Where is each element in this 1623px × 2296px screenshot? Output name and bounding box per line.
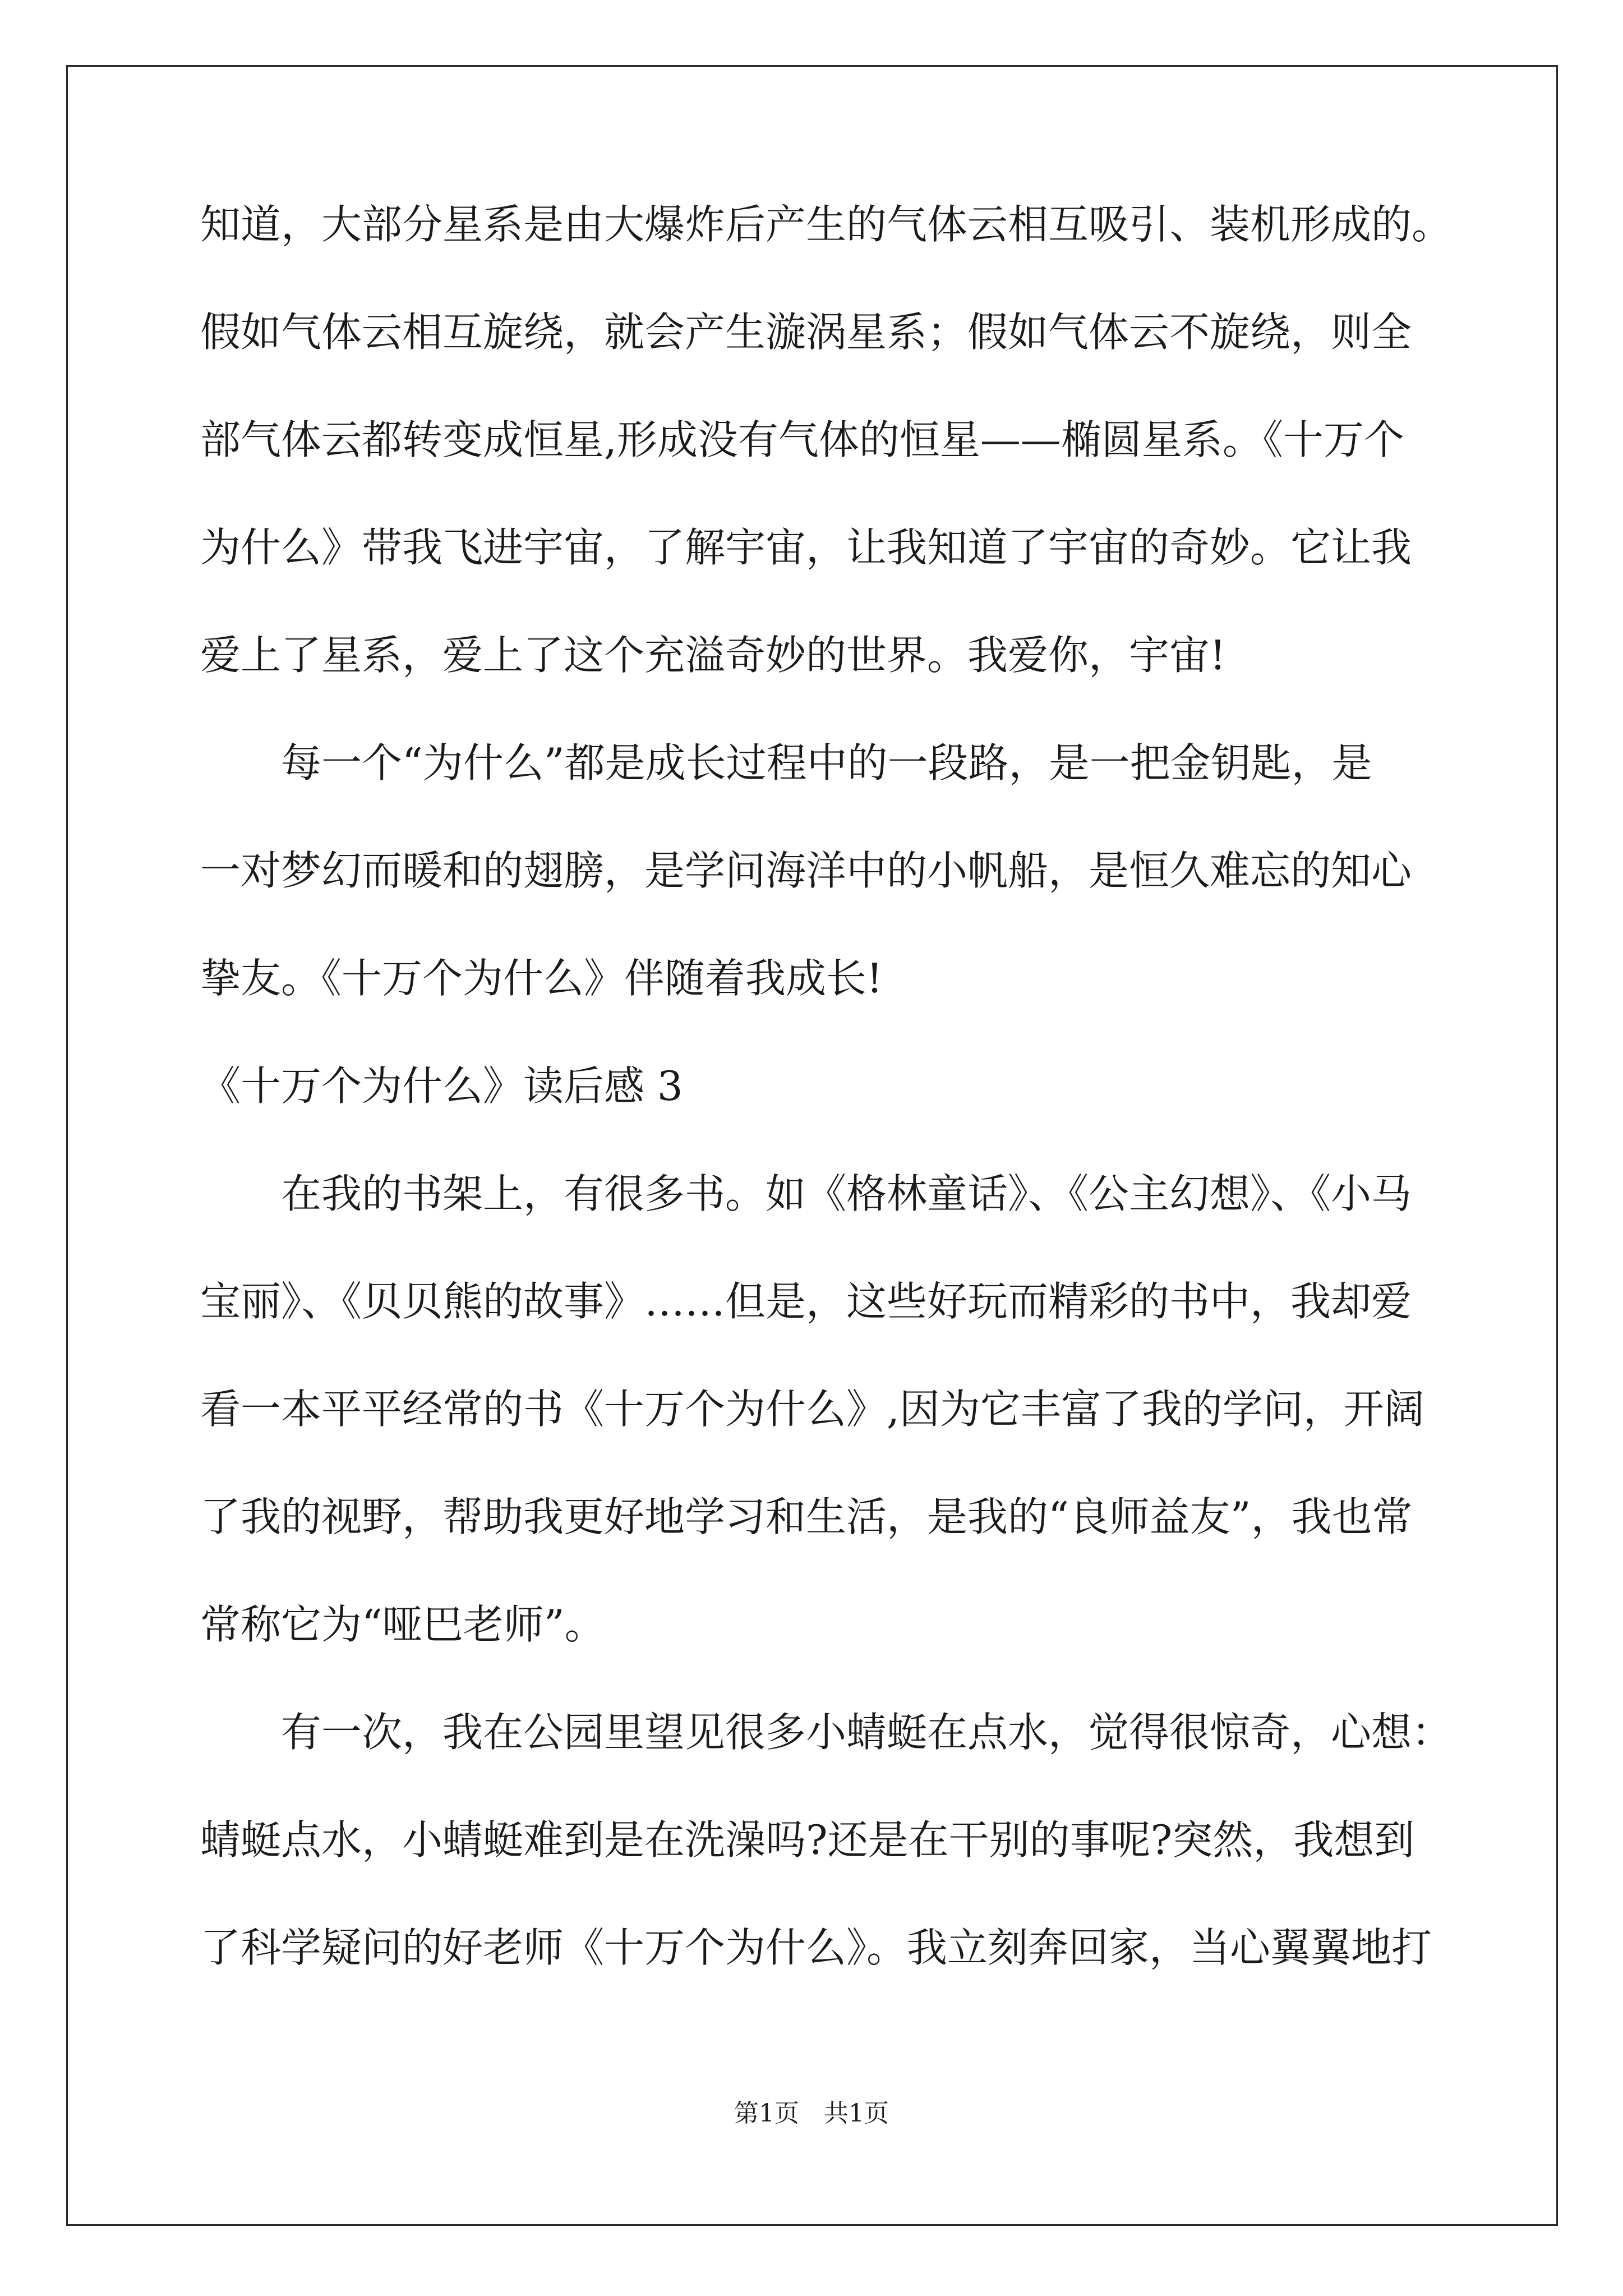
paragraph-first-line: 每一个“为什么”都是成长过程中的一段路，是一把金钥匙，是 bbox=[281, 739, 1372, 786]
text-line: 假如气体云相互旋绕，就会产生漩涡星系；假如气体云不旋绕，则全 bbox=[200, 309, 1412, 356]
text-line: 部气体云都转变成恒星,形成没有气体的恒星——椭圆星系。《十万个 bbox=[200, 416, 1404, 463]
text-line: 为什么》带我飞进宇宙，了解宇宙，让我知道了宇宙的奇妙。它让我 bbox=[200, 524, 1412, 571]
text-line: 看一本平平经常的书《十万个为什么》,因为它丰富了我的学问，开阔 bbox=[200, 1386, 1424, 1433]
page-border bbox=[66, 65, 1558, 2226]
text-line: 了我的视野，帮助我更好地学习和生活，是我的“良师益友”，我也常 bbox=[200, 1493, 1413, 1540]
text-line: 知道，大部分星系是由大爆炸后产生的气体云相互吸引、装机形成的。 bbox=[200, 201, 1453, 248]
text-line: 常称它为“哑巴老师”。 bbox=[200, 1601, 605, 1648]
text-line: 蜻蜓点水，小蜻蜓难到是在洗澡吗?还是在干别的事呢?突然，我想到 bbox=[200, 1816, 1415, 1864]
text-line: 一对梦幻而暖和的翅膀，是学问海洋中的小帆船，是恒久难忘的知心 bbox=[200, 847, 1412, 894]
paragraph-first-line: 在我的书架上，有很多书。如《格林童话》、《公主幻想》、《小马 bbox=[281, 1170, 1412, 1217]
section-heading: 《十万个为什么》读后感 3 bbox=[200, 1062, 683, 1110]
text-line: 了科学疑问的好老师《十万个为什么》。我立刻奔回家，当心翼翼地打 bbox=[200, 1924, 1432, 1971]
text-line: 宝丽》、《贝贝熊的故事》……但是，这些好玩而精彩的书中，我却爱 bbox=[200, 1278, 1412, 1325]
text-line: 爱上了星系，爱上了这个充溢奇妙的世界。我爱你，宇宙! bbox=[200, 632, 1226, 679]
paragraph-first-line: 有一次，我在公园里望见很多小蜻蜓在点水，觉得很惊奇，心想： bbox=[281, 1709, 1453, 1756]
text-line: 挚友。《十万个为什么》伴随着我成长! bbox=[200, 955, 883, 1002]
page-number-footer: 第1页 共1页 bbox=[734, 2099, 889, 2128]
